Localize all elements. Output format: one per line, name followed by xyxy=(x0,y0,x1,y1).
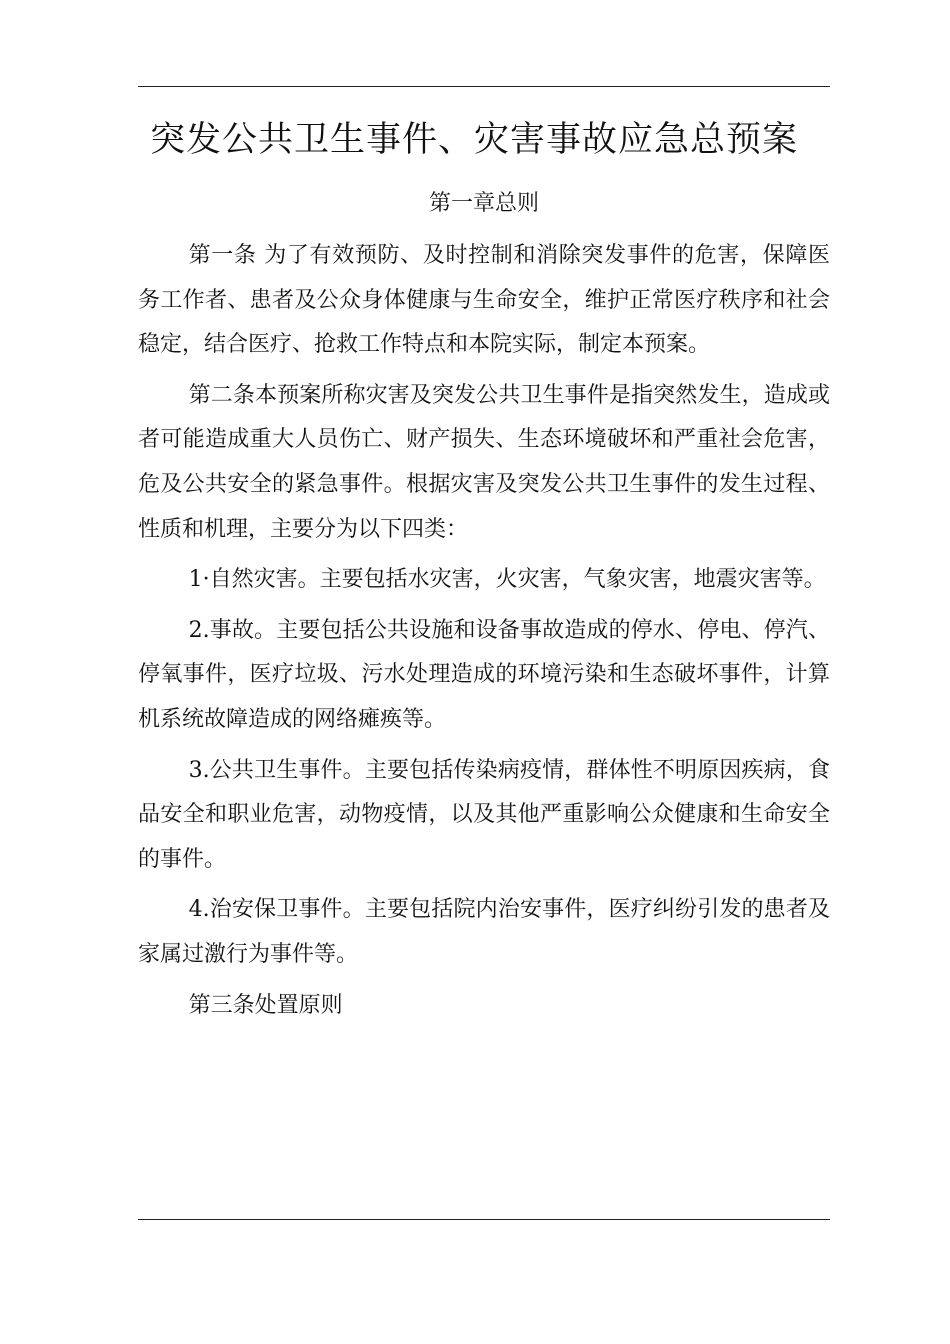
paragraph-item-3: 3.公共卫生事件。主要包括传染病疫情，群体性不明原因疾病，食品安全和职业危害，动物疫情，以及其他严重影响公众健康和生命安全的事件。 xyxy=(138,757,830,872)
paragraph-article-2: 第二条本预案所称灾害及突发公共卫生事件是指突然发生，造成或者可能造成重大人员伤亡、财产损失、生态环境破坏和严重社会危害，危及公共安全的紧急事件。根据灾害及突发公共卫生事件的发生过程、性质和机理，主要分为以下四类： xyxy=(138,382,830,542)
document-title: 突发公共卫生事件、灾害事故应急总预案 xyxy=(150,120,799,160)
footer-rule xyxy=(138,1219,830,1220)
paragraph-item-4: 4.治安保卫事件。主要包括院内治安事件，医疗纠纷引发的患者及家属过激行为事件等。 xyxy=(138,897,830,967)
chapter-heading: 第一章总则 xyxy=(428,191,539,216)
document-body xyxy=(138,234,830,1034)
paragraph-item-2: 2.事故。主要包括公共设施和设备事故造成的停水、停电、停汽、停氧事件，医疗垃圾、污水处理造成的环境污染和生态破坏事件，计算机系统故障造成的网络瘫痪等。 xyxy=(138,617,830,732)
header-rule xyxy=(138,86,830,87)
paragraph-article-3: 第三条处置原则 xyxy=(188,992,343,1018)
paragraph-article-1: 第一条 为了有效预防、及时控制和消除突发事件的危害，保障医务工作者、患者及公众身体健康与生命安全，维护正常医疗秩序和社会稳定，结合医疗、抢救工作特点和本院实际，制定本预案。 xyxy=(138,243,830,358)
paragraph-item-1: 1·自然灾害。主要包括水灾害，火灾害，气象灾害，地震灾害等。 xyxy=(188,567,826,593)
